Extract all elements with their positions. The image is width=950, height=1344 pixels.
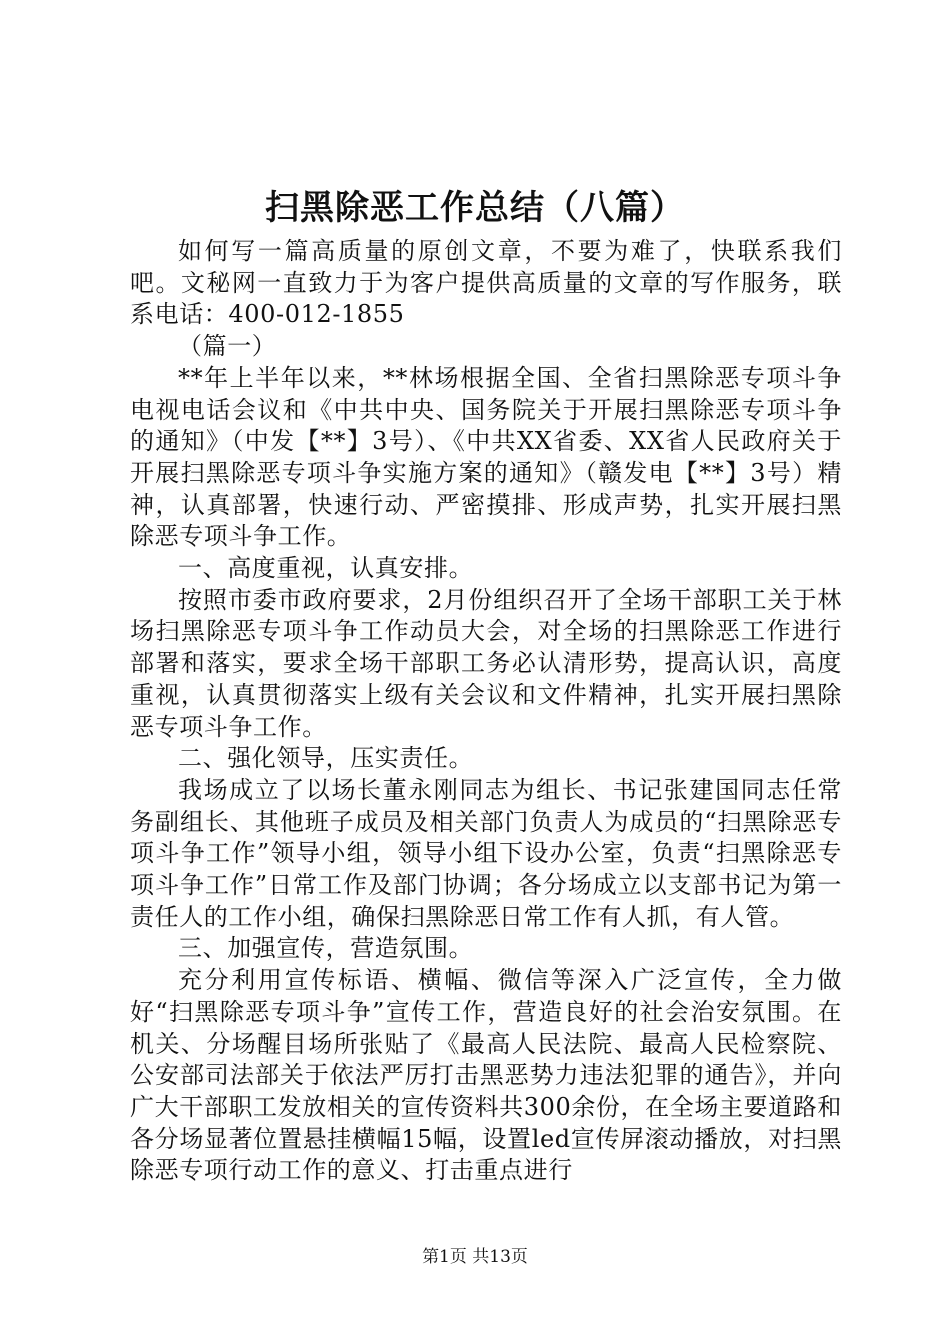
intro-paragraph: 如何写一篇高质量的原创文章，不要为难了，快联系我们吧。文秘网一直致力于为客户提供高质量的文章的写作服务，联系电话：400-012-1855 (130, 237, 842, 329)
document-title: 扫黑除恶工作总结（八篇） (265, 188, 685, 228)
section-heading: 二、强化领导，压实责任。 (178, 744, 474, 773)
section-heading: 一、高度重视，认真安排。 (178, 554, 474, 583)
document-body (130, 236, 842, 1187)
body-paragraph: 按照市委市政府要求，2月份组织召开了全场干部职工关于林场扫黑除恶专项斗争工作动员大会，对全场的扫黑除恶工作进行部署和落实，要求全场干部职工务必认清形势，提高认识，高度重视，认真贯彻落实上级有关会议和文件精神，扎实开展扫黑除恶专项斗争工作。 (130, 585, 842, 741)
section-heading: 三、加强宣传，营造氛围。 (178, 934, 474, 963)
body-paragraph: 充分利用宣传标语、横幅、微信等深入广泛宣传，全力做好“扫黑除恶专项斗争”宣传工作，营造良好的社会治安氛围。在机关、分场醒目场所张贴了《最高人民法院、最高人民检察院、公安部司法部关于依法严厉打击黑恶势力违法犯罪的通告》，并向广大干部职工发放相关的宣传资料共300余份，在全场主要道路和各分场显著位置悬挂横幅15幅，设置led宣传屏滚动播放，对扫黑除恶专项行动工作的意义、打击重点进行 (130, 966, 842, 1185)
body-paragraph: **年上半年以来，**林场根据全国、全省扫黑除恶专项斗争电视电话会议和《中共中央、国务院关于开展扫黑除恶专项斗争的通知》（中发【**】3号）、《中共XX省委、XX省人民政府关于开展扫黑除恶专项斗争实施方案的通知》（赣发电【**】3号）精神，认真部署，快速行动、严密摸排、形成声势，扎实开展扫黑除恶专项斗争工作。 (130, 363, 842, 551)
page-footer: 第1页 共13页 (422, 1247, 528, 1267)
body-paragraph: 我场成立了以场长董永刚同志为组长、书记张建国同志任常务副组长、其他班子成员及相关部门负责人为成员的“扫黑除恶专项斗争工作”领导小组，领导小组下设办公室，负责“扫黑除恶专项斗争工作”日常工作及部门协调；各分场成立以支部书记为第一责任人的工作小组，确保扫黑除恶日常工作有人抓，有人管。 (130, 775, 842, 931)
chapter-heading: （篇一） (178, 332, 277, 361)
